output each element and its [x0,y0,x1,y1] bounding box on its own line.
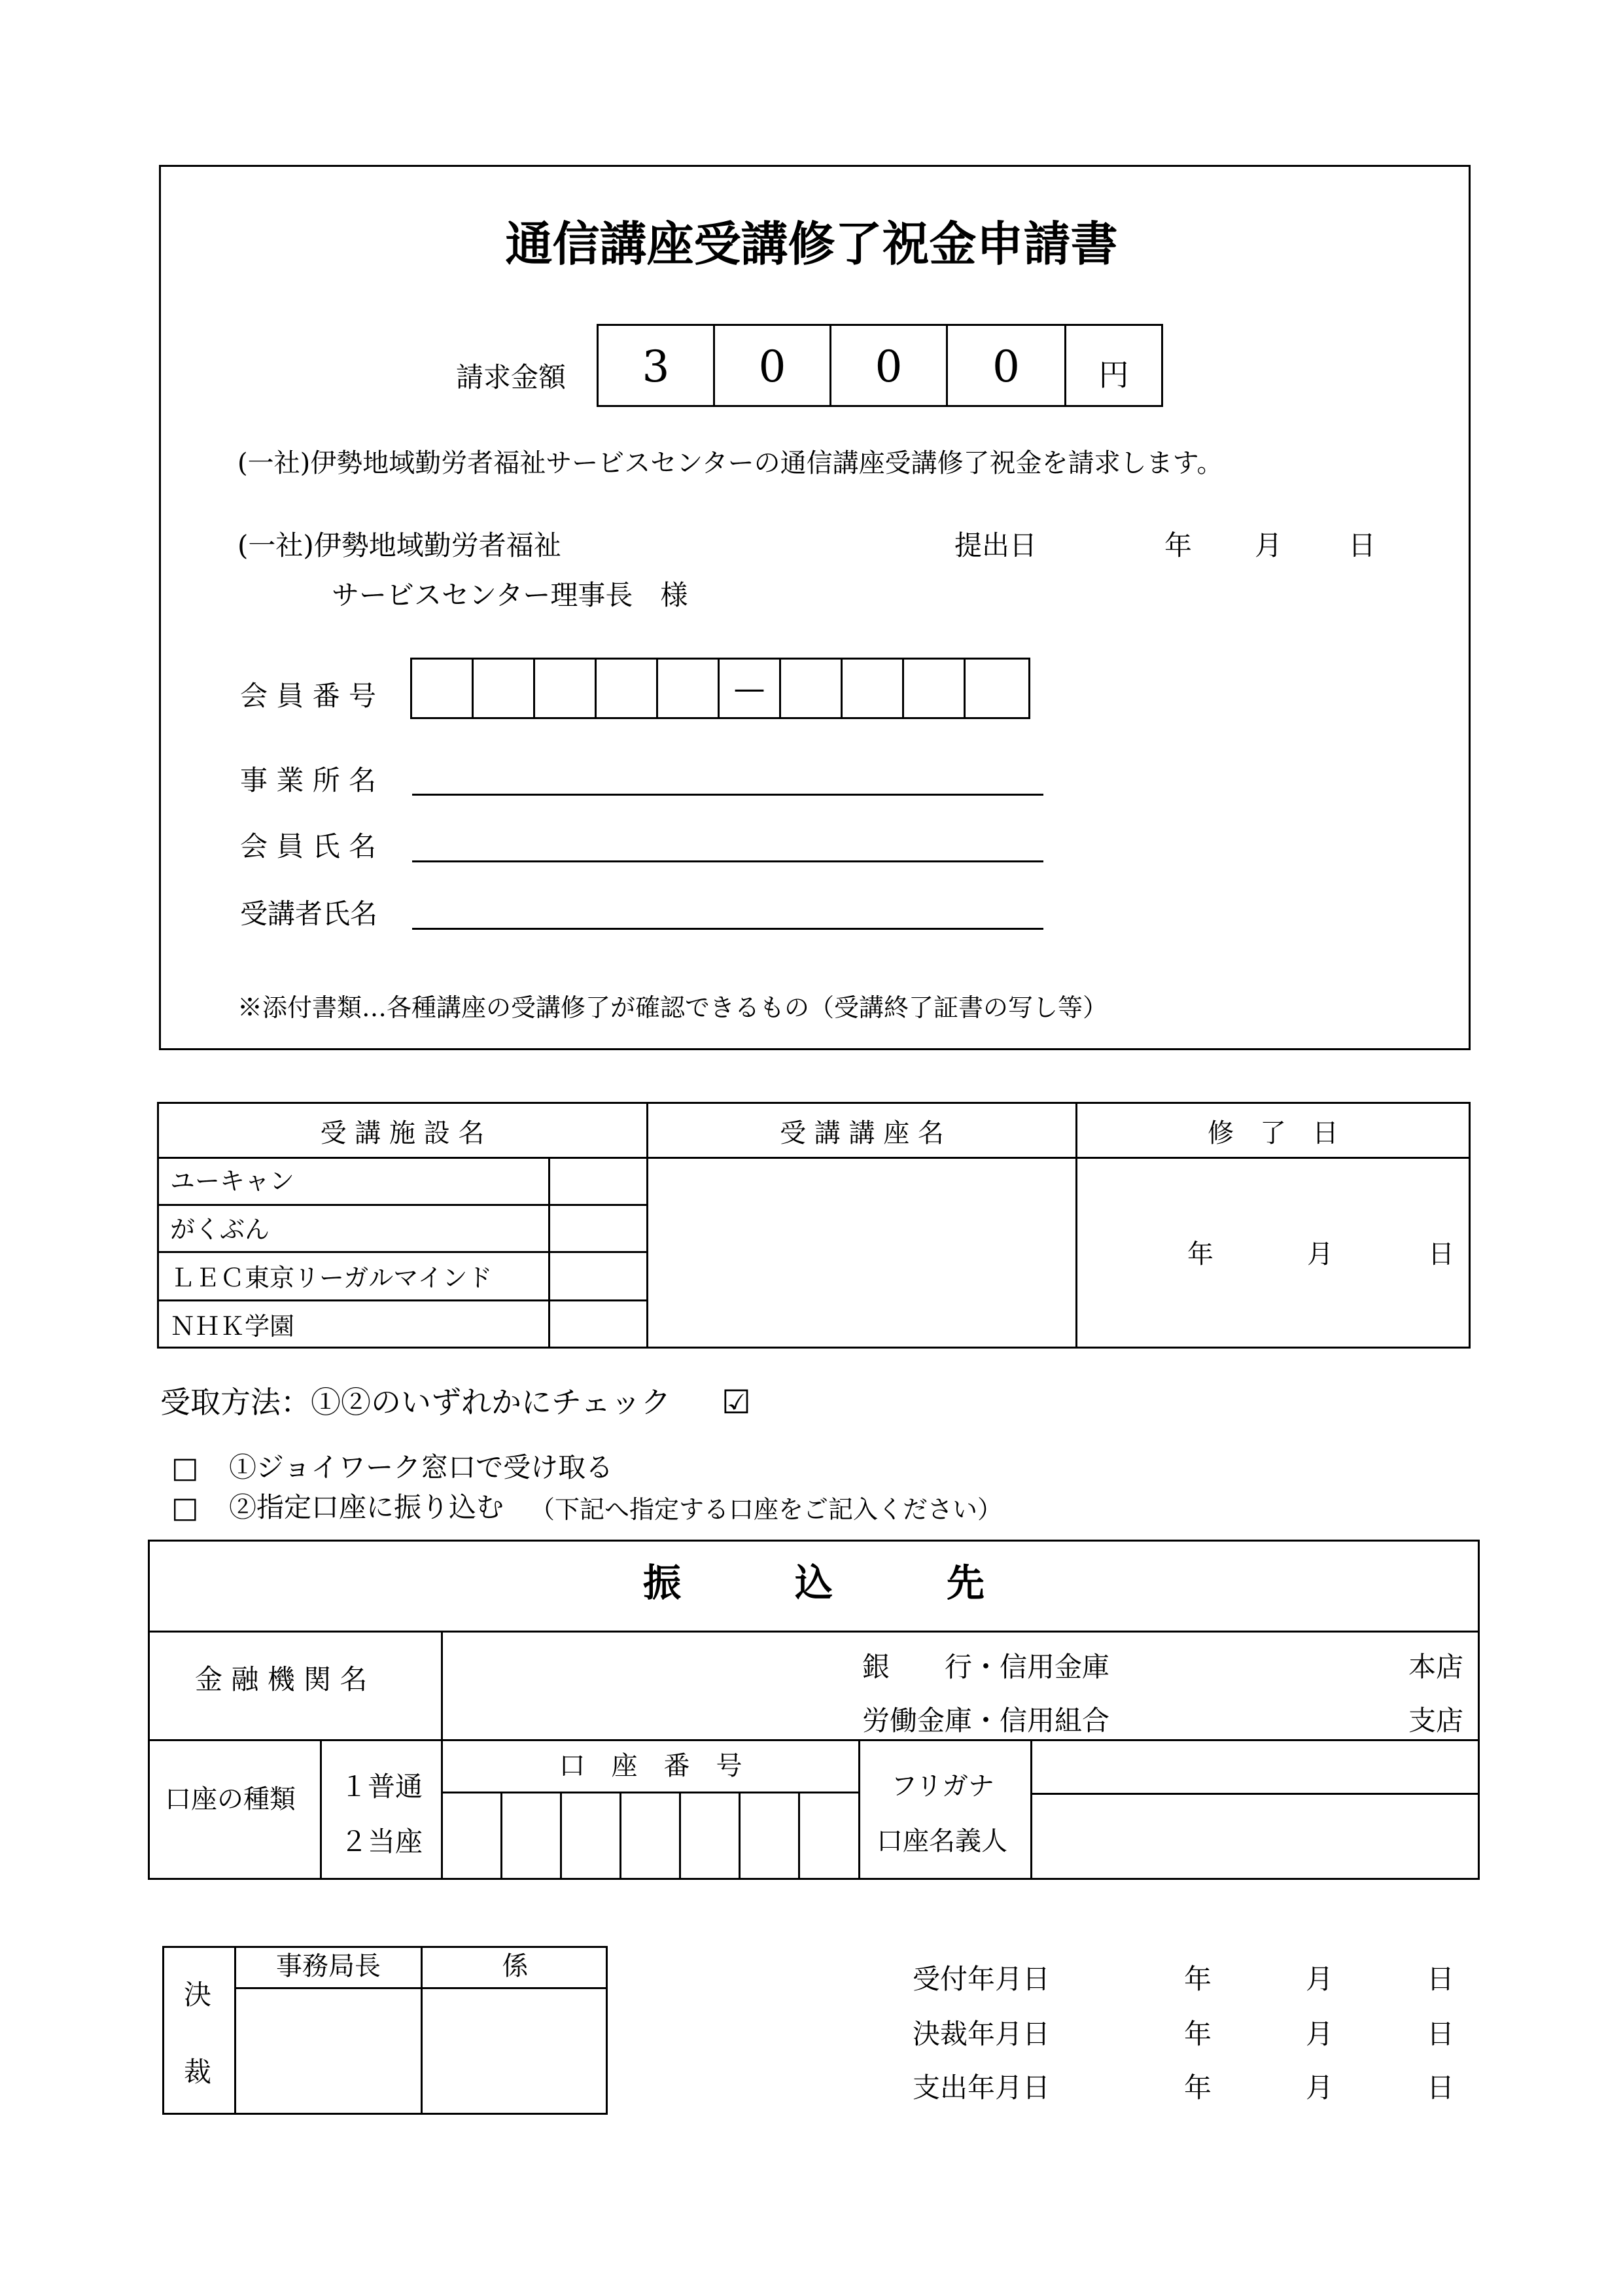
approved-date-day: 日 [1427,2018,1455,2050]
facility-check-cell[interactable] [550,1159,646,1204]
member-number-cell[interactable] [902,658,966,719]
paid-date-day: 日 [1427,2072,1455,2104]
branch-branch: 支店 [1408,1704,1464,1737]
bank-name-label: 金 融 機 関 名 [195,1663,368,1695]
account-number-field[interactable] [443,1793,858,1879]
option2-label: ②指定口座に振り込む [229,1491,504,1523]
facility-check-cell[interactable] [550,1253,646,1299]
office-name-field[interactable] [412,794,1043,796]
member-name-label: 会 員 氏 名 [240,830,377,862]
amount-unit-cell [1064,324,1163,407]
member-name-field[interactable] [412,860,1043,862]
facility-name: がくぶん [170,1215,270,1244]
received-date-year: 年 [1184,1963,1212,1995]
approved-date-year: 年 [1184,2018,1212,2050]
amount-digit: 0 [875,342,903,392]
course-name-field[interactable] [648,1159,1075,1347]
facility-name: ＮＨＫ学園 [170,1312,295,1341]
received-date-day: 日 [1427,1963,1455,1995]
completion-day: 日 [1428,1239,1454,1269]
option2-checkbox[interactable]: □ [171,1491,199,1525]
received-date-label: 受付年月日 [913,1963,1051,1995]
amount-digit-cell[interactable] [829,324,948,407]
staff-stamp-area[interactable] [423,1989,606,2113]
completion-month: 月 [1307,1239,1333,1269]
attachment-note: ※添付書類…各種講座の受講修了が確認できるもの（受講終了証書の写し等） [237,993,1108,1022]
approval-col-staff: 係 [502,1951,529,1981]
transfer-row-rule [148,1739,1480,1741]
bank-type-line2: 労働金庫・信用組合 [862,1704,1110,1737]
facility-name: ユーキャン [170,1167,295,1195]
approval-col-director: 事務局長 [276,1951,381,1981]
member-number-separator-cell [718,658,781,719]
account-holder-field[interactable] [1033,1795,1477,1878]
col-header-course: 受 講 講 座 名 [780,1118,944,1148]
option1-label: ①ジョイワーク窓口で受け取る [229,1451,614,1483]
form-title: 通信講座受講修了祝金申請書 [505,217,1118,272]
submit-date-year: 年 [1164,529,1193,561]
account-type-checking[interactable]: ２当座 [340,1826,423,1858]
approved-date-label: 決裁年月日 [913,2018,1051,2050]
addressee-line1: (一社)伊勢地域勤労者福祉 [237,529,561,561]
submit-date-day: 日 [1348,529,1376,561]
amount-boxes [597,324,1163,407]
account-type-label: 口座の種類 [165,1784,296,1814]
submit-date-label: 提出日 [954,529,1038,561]
amount-unit: 円 [1098,357,1129,393]
amount-digit-cell[interactable] [713,324,831,407]
account-holder-label: 口座名義人 [877,1826,1007,1856]
member-number-label: 会 員 番 号 [240,680,377,712]
paid-date-label: 支出年月日 [913,2072,1051,2104]
amount-digit: 0 [992,342,1020,392]
account-number-label: 口 座 番 号 [559,1751,742,1781]
col-header-facility: 受 講 施 設 名 [320,1118,485,1148]
bank-type-line1: 銀 行・信用金庫 [862,1651,1110,1683]
facility-name: ＬＥＣ東京リーガルマインド [170,1263,493,1292]
completion-year: 年 [1187,1239,1213,1269]
amount-digit-cell[interactable] [946,324,1066,407]
member-number-dash: — [733,670,765,707]
holder-row-rule [1030,1793,1480,1795]
holder-label-divider [1030,1739,1032,1880]
member-number-cell[interactable] [533,658,597,719]
account-number-divider [858,1739,860,1880]
member-number-cell[interactable] [595,658,658,719]
student-name-field[interactable] [412,928,1043,930]
approved-date-month: 月 [1306,2018,1334,2050]
paid-date-month: 月 [1306,2072,1334,2104]
office-name-label: 事 業 所 名 [240,764,377,796]
amount-digit-cell[interactable] [597,324,715,407]
approval-label-top: 決 [184,1979,212,2011]
checked-box-icon: ☑ [722,1383,751,1421]
branch-head-office: 本店 [1408,1651,1464,1683]
facility-check-cell[interactable] [550,1301,646,1347]
transfer-title-rule [148,1631,1480,1633]
account-type-divider [320,1739,322,1880]
member-number-cell[interactable] [779,658,843,719]
submit-date-month: 月 [1255,529,1283,561]
director-stamp-area[interactable] [236,1989,421,2113]
furigana-field[interactable] [1033,1742,1477,1793]
amount-digit: 3 [642,342,670,392]
amount-label: 請求金額 [456,361,567,393]
transfer-title: 振 込 先 [642,1561,985,1605]
student-name-label: 受講者氏名 [240,898,378,930]
member-number-cell[interactable] [472,658,535,719]
received-date-month: 月 [1306,1963,1334,1995]
option2-note: （下記へ指定する口座をご記入ください） [530,1495,1003,1524]
member-number-cell[interactable] [656,658,720,719]
request-statement: (一社)伊勢地域勤労者福祉サービスセンターの通信講座受講修了祝金を請求します。 [237,448,1223,478]
receipt-method-heading: 受取方法：①②のいずれかにチェック [160,1385,671,1420]
approval-label-bottom: 裁 [184,2056,212,2088]
facility-check-cell[interactable] [550,1206,646,1251]
paid-date-year: 年 [1184,2072,1212,2104]
option1-checkbox[interactable]: □ [171,1451,199,1485]
account-type-ordinary[interactable]: １普通 [340,1771,423,1803]
amount-digit: 0 [758,342,786,392]
col-header-completion-date: 修 了 日 [1208,1118,1338,1148]
member-number-cell[interactable] [410,658,474,719]
member-number-boxes[interactable] [410,658,1030,719]
member-number-cell[interactable] [841,658,904,719]
member-number-cell[interactable] [964,658,1030,719]
furigana-label: フリガナ [891,1771,994,1801]
addressee-line2: サービスセンター理事長 様 [332,579,688,611]
